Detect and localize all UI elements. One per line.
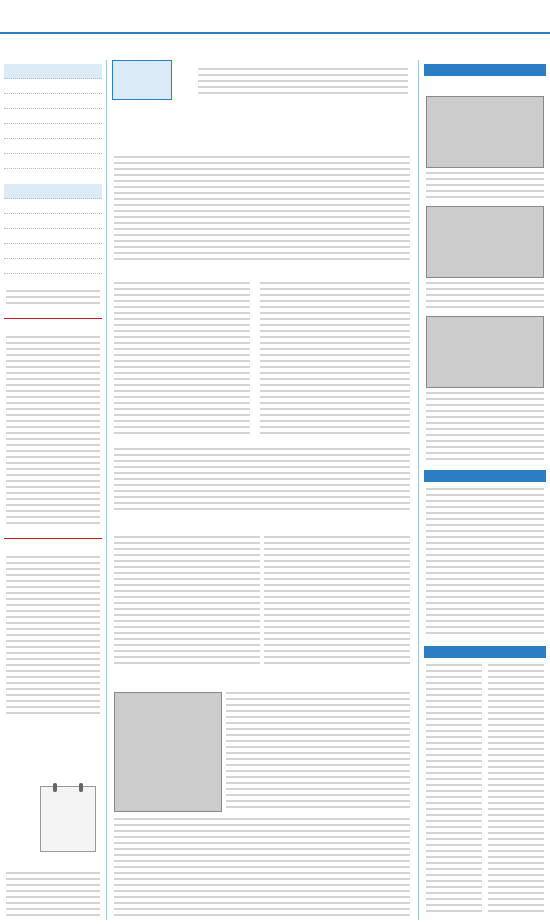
history-panel — [4, 858, 102, 920]
domestic-section — [112, 676, 412, 920]
date-card — [40, 786, 96, 852]
weather-badge — [112, 60, 172, 100]
shandong-section — [112, 520, 412, 670]
center-story-2 — [258, 266, 412, 438]
weather-table-bottom — [4, 184, 102, 286]
wire-title-bar — [424, 64, 546, 76]
weather-note — [6, 290, 100, 304]
right-wire — [424, 64, 546, 464]
sports-title-bar — [424, 470, 546, 482]
left-story-2 — [4, 538, 102, 718]
news-photo-1 — [426, 96, 544, 168]
news-photo-2 — [426, 206, 544, 278]
weather-forecast — [112, 60, 412, 100]
graphic-photo — [114, 692, 222, 812]
center-story-1 — [112, 266, 252, 438]
news-photo-3 — [426, 316, 544, 388]
main-story — [112, 104, 412, 262]
left-story-1 — [4, 318, 102, 530]
center-notice — [112, 444, 412, 516]
lottery-title-bar — [424, 646, 546, 658]
weather-table-top — [4, 64, 102, 179]
page-header — [0, 0, 550, 34]
right-lottery — [424, 646, 546, 920]
right-sports — [424, 470, 546, 640]
